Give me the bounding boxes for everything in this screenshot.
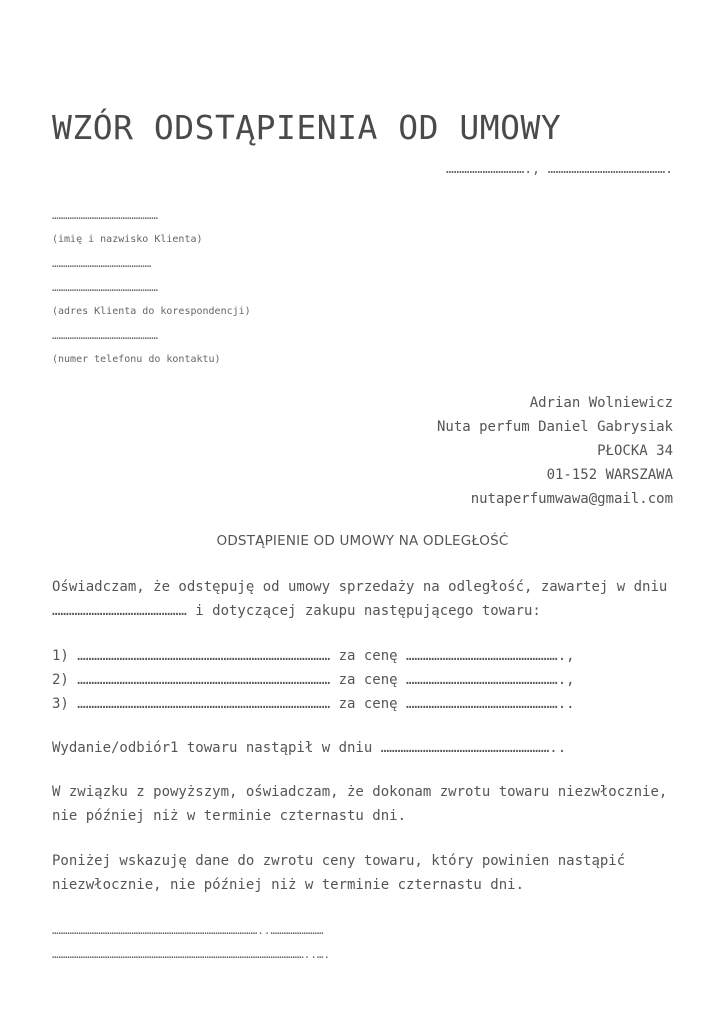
- place-date-field: …………………………., ……………………………………….: [446, 162, 673, 177]
- declaration-paragraph: [52, 575, 673, 623]
- refund-line: niezwłocznie, nie później niż w terminie czternastu dni.: [52, 877, 525, 893]
- list-item: 3) ……………………………………………………………………………… za cenę ………………………………………………..: [52, 696, 575, 712]
- recipient-company: Nuta perfum Daniel Gabrysiak: [436, 419, 673, 435]
- recipient-name: Adrian Wolniewicz: [529, 395, 673, 411]
- declaration-line: Oświadczam, że odstępuję od umowy sprzedaży na odległość, zawartej w dniu: [52, 579, 668, 595]
- recipient-street: PŁOCKA 34: [597, 443, 673, 459]
- document-title: WZÓR ODSTĄPIENIA OD UMOWY: [52, 108, 562, 148]
- client-address-label: (adres Klienta do korespondencji): [52, 306, 251, 317]
- list-item: 1) ……………………………………………………………………………… za cenę ……………………………………………….,: [52, 648, 575, 664]
- refund-paragraph: [52, 849, 673, 897]
- items-list: [52, 644, 673, 716]
- section-heading: ODSTĄPIENIE OD UMOWY NA ODLEGŁOŚĆ: [216, 533, 509, 549]
- client-name-field: …………………………………………: [52, 209, 158, 222]
- client-phone-label: (numer telefonu do kontaktu): [52, 354, 221, 365]
- recipient-city: 01-152 WARSZAWA: [546, 467, 673, 483]
- client-name-label: (imię i nazwisko Klienta): [52, 234, 203, 245]
- delivery-line: Wydanie/odbiór1 towaru nastąpił w dniu ……………………………………………………..: [52, 740, 567, 756]
- refund-data-line: …………………………………………………………………………………..……………………: [52, 924, 324, 937]
- client-info: [52, 208, 251, 376]
- declaration-line: ………………………………………… i dotyczącej zakupu następującego towaru:: [52, 603, 541, 619]
- refund-data-line: ……………………………………………………………………………………………………..….: [52, 948, 331, 961]
- recipient-email: nutaperfumwawa@gmail.com: [470, 491, 673, 507]
- list-item: 2) ……………………………………………………………………………… za cenę ……………………………………………….,: [52, 672, 575, 688]
- delivery-paragraph: [52, 736, 673, 760]
- client-address-field-2: …………………………………………: [52, 281, 158, 294]
- client-phone-field: …………………………………………: [52, 329, 158, 342]
- return-paragraph: [52, 780, 673, 828]
- return-line: nie później niż w terminie czternastu dni.: [52, 808, 407, 824]
- return-line: W związku z powyższym, oświadczam, że dokonam zwrotu towaru niezwłocznie,: [52, 784, 668, 800]
- refund-line: Poniżej wskazuję dane do zwrotu ceny towaru, który powinien nastąpić: [52, 853, 626, 869]
- client-address-field-1: ………………………………………: [52, 257, 152, 270]
- refund-data-fields: [52, 919, 673, 967]
- document-page: [52, 0, 673, 1024]
- recipient-address: [437, 391, 673, 511]
